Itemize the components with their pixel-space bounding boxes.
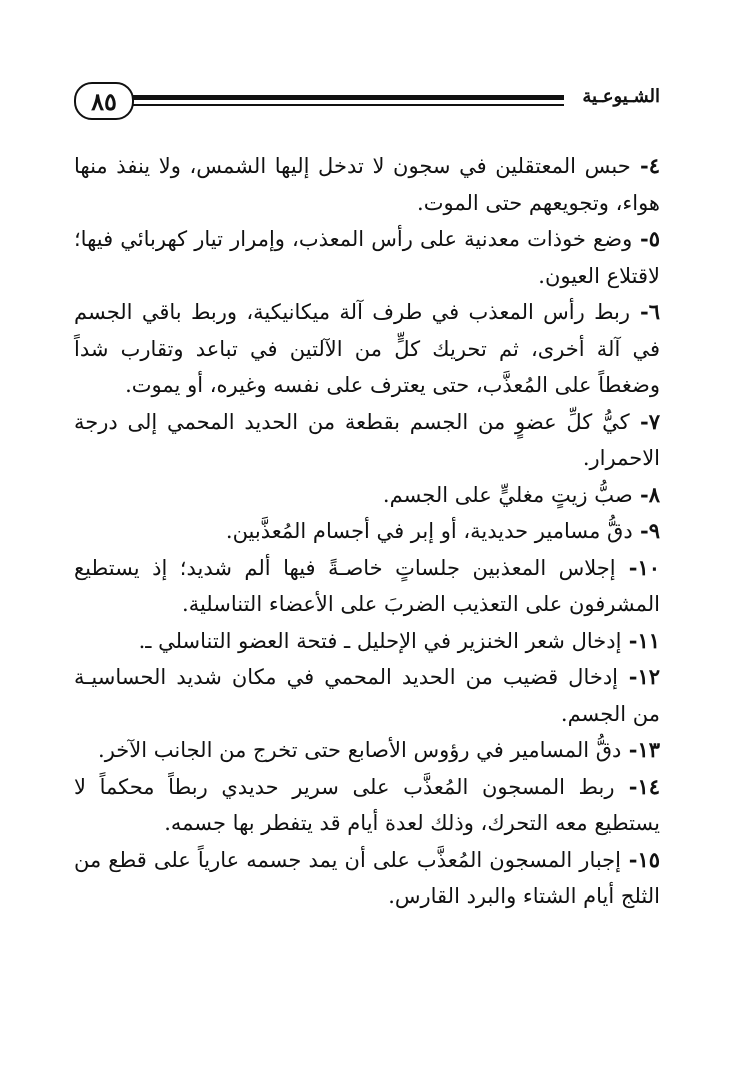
list-item-11 [74, 623, 660, 660]
list-item-14 [74, 769, 660, 842]
item-text: إجبار المسجون المُعذَّب على أن يمد جسمه عارياً على قطع من الثلج أيام الشتاء والبرد القارس. [74, 847, 660, 908]
item-text: دقُّ مسامير حديدية، أو إبر في أجسام المُعذَّبين. [225, 519, 633, 543]
item-number: ٩- [632, 518, 660, 543]
header-rule [132, 94, 564, 108]
header-rule-thick [132, 95, 564, 100]
item-number: ١٠- [615, 554, 660, 580]
item-text: ربط رأس المعذب في طرف آلة ميكانيكية، وربط باقي الجسم في آلة أخرى، ثم تحريك كلٍّ من الآلتين في تباعد وتقارب شداً وضغطاً على المُعذَّب، حتى يعترف على نفسه وغيره، أو يموت. [74, 300, 660, 397]
item-text: إدخال قضيب من الحديد المحمي في مكان شديد الحساسيـة من الجسم. [74, 665, 660, 726]
list-item-4 [74, 148, 660, 221]
item-text: ربط المسجون المُعذَّب على سرير حديدي ربطاً محكماً لا يستطيع معه التحرك، وذلك لعدة أيام قد يتفطر بها جسمه. [74, 774, 660, 835]
list-item-7 [74, 404, 660, 477]
list-item-8 [74, 477, 660, 514]
page-header [74, 82, 660, 122]
list-item-9 [74, 513, 660, 550]
list-item-15 [74, 842, 660, 915]
list-item-12 [74, 659, 660, 732]
list-item-13 [74, 732, 660, 769]
item-number: ١٢- [618, 664, 660, 689]
list-item-5 [74, 221, 660, 294]
item-number: ١٥- [621, 846, 660, 872]
page-body [74, 148, 660, 915]
item-text: كيُّ كلِّ عضوٍ من الجسم بقطعة من الحديد المحمي إلى درجة الاحمرار. [74, 409, 660, 470]
running-title: الشـيوعـية [582, 86, 660, 107]
item-text: إدخال شعر الخنزير في الإحليل ـ فتحة العضو التناسلي ـ. [138, 628, 622, 653]
item-number: ٧- [629, 408, 660, 434]
list-item-6 [74, 294, 660, 404]
item-number: ١٣- [621, 737, 660, 762]
item-number: ٨- [632, 481, 660, 507]
page-number: ٨٥ [74, 82, 134, 120]
item-text: دقُّ المسامير في رؤوس الأصابع حتى تخرج من الجانب الآخر. [98, 738, 622, 762]
item-text: حبس المعتقلين في سجون لا تدخل إليها الشمس، ولا ينفذ منها هواء، وتجويعهم حتى الموت. [74, 154, 660, 215]
item-number: ٦- [630, 299, 660, 324]
item-text: إجلاس المعذبين جلساتٍ خاصـةً فيها ألم شديد؛ إذ يستطيع المشرفون على التعذيب الضربَ على الأعضاء التناسلية. [74, 555, 660, 616]
item-number: ١٤- [614, 773, 660, 799]
item-number: ١١- [621, 627, 660, 653]
list-item-10 [74, 550, 660, 623]
item-number: ٥- [632, 226, 660, 251]
header-rule-thin [132, 104, 564, 106]
item-text: صبُّ زيتٍ مغليٍّ على الجسم. [382, 482, 633, 507]
item-text: وضع خوذات معدنية على رأس المعذب، وإمرار تيار كهربائي فيها؛ لاقتلاع العيون. [74, 227, 660, 288]
item-number: ٤- [630, 153, 660, 178]
